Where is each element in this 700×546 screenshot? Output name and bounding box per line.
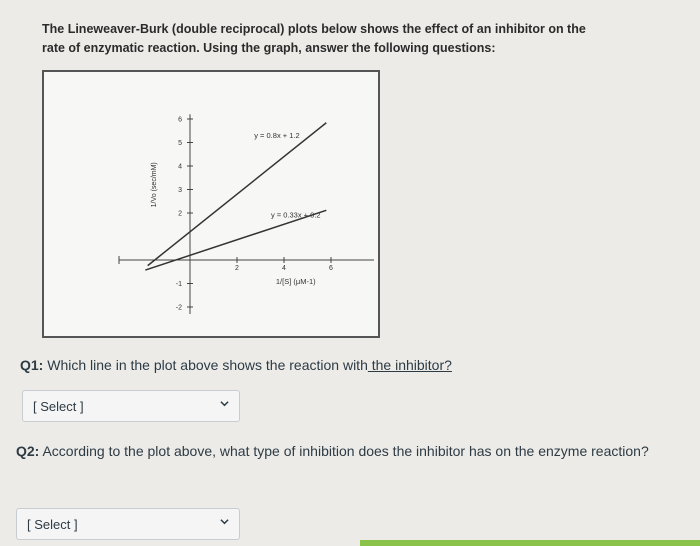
q2-text: According to the plot above, what type of inhibition does the inhibitor has on the enzyme reaction? xyxy=(39,443,649,459)
question-2 xyxy=(16,440,676,462)
intro-line-1: The Lineweaver-Burk (double reciprocal) plots below shows the effect of an inhibitor on the xyxy=(42,22,586,36)
q1-label: Q1: xyxy=(20,357,44,373)
y-tick-label: 3 xyxy=(178,187,182,194)
y-tick-label: 5 xyxy=(178,140,182,147)
bottom-accent-bar xyxy=(360,540,700,546)
y-tick-label: -2 xyxy=(175,304,182,312)
equation-label-1: y = 0.8x + 1.2 xyxy=(254,130,300,140)
q1-text: Which line in the plot above shows the reaction with xyxy=(43,357,368,373)
x-tick-label: 6 xyxy=(329,265,333,272)
q1-answer-select[interactable] xyxy=(22,390,240,422)
y-axis-label: 1/Vo (sec/mM) xyxy=(151,162,158,208)
lineweaver-burk-plot xyxy=(42,70,380,338)
chevron-down-icon xyxy=(220,399,229,408)
q2-answer-select[interactable] xyxy=(16,508,240,540)
q2-label: Q2: xyxy=(16,443,40,459)
x-tick-label: 4 xyxy=(282,265,286,272)
y-tick-label: 2 xyxy=(178,210,182,218)
y-tick-label: 4 xyxy=(178,163,182,171)
x-tick-label: 2 xyxy=(235,265,239,272)
question-1 xyxy=(20,354,452,376)
y-tick-label: -1 xyxy=(175,281,182,288)
plot-svg xyxy=(44,72,378,336)
q2-select-value: [ Select ] xyxy=(27,517,78,532)
intro-line-2: rate of enzymatic reaction. Using the graph, answer the following questions: xyxy=(42,41,496,55)
question-intro xyxy=(42,20,642,58)
chevron-down-icon xyxy=(220,517,229,526)
equation-label-2: y = 0.33x + 0.2 xyxy=(270,210,321,220)
y-tick-label: 6 xyxy=(178,116,182,124)
series-line-1 xyxy=(148,123,327,266)
x-axis-label: 1/[S] (μM-1) xyxy=(275,277,316,286)
q1-underlined-text: the inhibitor? xyxy=(367,357,452,373)
q1-select-value: [ Select ] xyxy=(33,399,84,414)
